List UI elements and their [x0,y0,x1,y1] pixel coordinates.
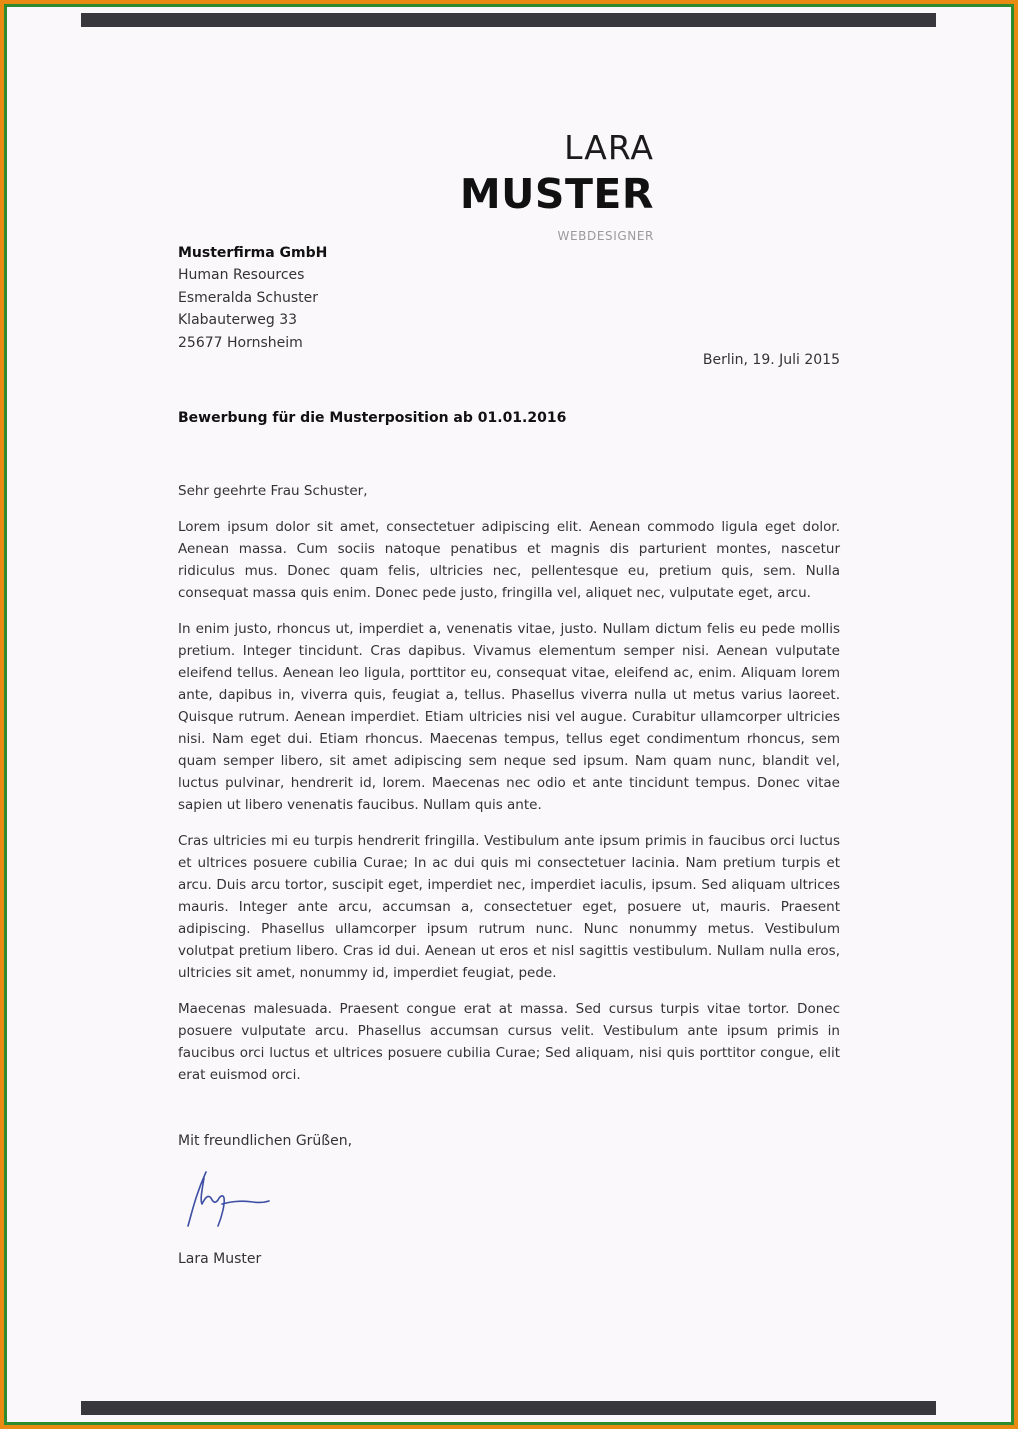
recipient-address [178,242,327,354]
letter-date: Berlin, 19. Juli 2015 [702,352,840,368]
recipient-city: 25677 Hornsheim [178,334,303,351]
letter-body [178,480,840,1100]
recipient-contact: Esmeralda Schuster [178,289,319,306]
sender-first-name: LARA [564,128,654,167]
signer-name: Lara Muster [178,1251,262,1267]
body-paragraph: Lorem ipsum dolor sit amet, consectetuer adipiscing elit. Aenean commodo ligula eget dolor. Aenean massa. Cum sociis natoque penatibus et magnis dis parturient montes, nascetur ridiculus mus. Donec quam felis, ultricies nec, pellentesque eu, pretium quis, sem. Nulla consequat massa quis enim. Donec pede justo, fringilla vel, aliquet nec, vulputate eget, arcu. [178,519,840,601]
recipient-company: Musterfirma GmbH [178,245,328,261]
handwritten-signature [178,1164,278,1238]
closing-phrase: Mit freundlichen Grüßen, [178,1133,353,1149]
letter-subject: Bewerbung für die Musterposition ab 01.01.2016 [178,410,567,426]
recipient-department: Human Resources [178,267,305,284]
body-paragraph: In enim justo, rhoncus ut, imperdiet a, venenatis vitae, justo. Nullam dictum felis eu pede mollis pretium. Integer tincidunt. Cras dapibus. Vivamus elementum semper nisi. Aenean vulputate eleifend tellus. Aenean leo ligula, porttitor eu, consequat vitae, eleifend ac, enim. Aliquam lorem ante, dapibus in, viverra quis, feugiat a, tellus. Phasellus viverra nulla ut metus varius laoreet. Quisque rutrum. Aenean imperdiet. Etiam ultricies nisi vel augue. Curabitur ullamcorper ultricies nisi. Nam eget dui. Etiam rhoncus. Maecenas tempus, tellus eget condimentum rhoncus, sem quam semper libero, sit amet adipiscing sem neque sed ipsum. Nam quam nunc, blandit vel, luctus pulvinar, hendrerit id, lorem. Maecenas nec odio et ante tincidunt tempus. Donec vitae sapien ut libero venenatis faucibus. Nullam quis ante. [178,621,840,813]
salutation: Sehr geehrte Frau Schuster, [178,483,368,499]
sender-job-title: WEBDESIGNER [557,229,654,243]
recipient-street: Klabauterweg 33 [178,312,298,329]
body-paragraph: Maecenas malesuada. Praesent congue erat at massa. Sed cursus turpis vitae tortor. Donec posuere vulputate arcu. Phasellus accumsan cursus velit. Vestibulum ante ipsum primis in faucibus orci luctus et ultrices posuere cubilia Curae; Sed aliquam, nisi quis porttitor congue, elit erat euismod orci. [178,1001,840,1083]
body-paragraph: Cras ultricies mi eu turpis hendrerit fringilla. Vestibulum ante ipsum primis in faucibus orci luctus et ultrices posuere cubilia Curae; In ac dui quis mi consectetuer lacinia. Nam pretium turpis et arcu. Duis arcu tortor, suscipit eget, imperdiet nec, imperdiet iaculis, ipsum. Sed aliquam ultrices mauris. Integer ante arcu, accumsan a, consectetuer eget, posuere ut, mauris. Praesent adipiscing. Phasellus ullamcorper ipsum rutrum nunc. Nunc nonummy metus. Vestibulum volutpat pretium libero. Cras id dui. Aenean ut eros et nisl sagittis vestibulum. Nullam nulla eros, ultricies sit amet, nonummy id, imperdiet feugiat, pede. [178,833,840,981]
sender-last-name: MUSTER [459,170,654,218]
